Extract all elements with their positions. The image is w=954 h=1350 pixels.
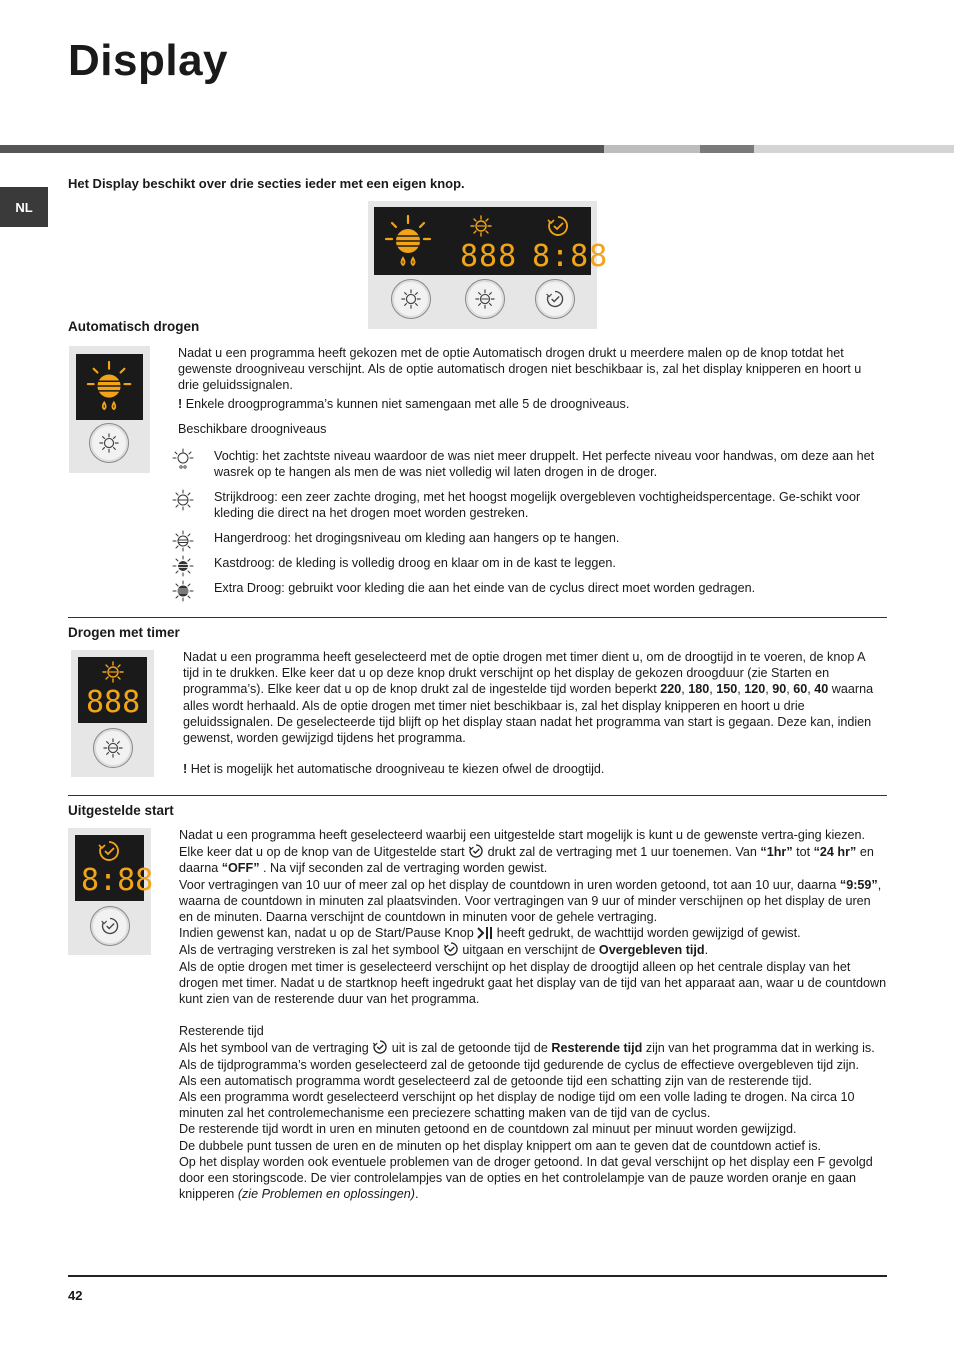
level-name: Vochtig: <box>214 449 259 463</box>
delay-text: tot <box>792 845 814 860</box>
language-tab: NL <box>0 187 48 227</box>
display-panel <box>368 201 609 329</box>
delay-text: drukt zal de vertraging met 1 uur toenemen. Van <box>484 845 761 860</box>
auto-dry-button[interactable] <box>391 279 431 319</box>
delay-text: Indien gewenst kan, nadat u op de Start/Pause Knop <box>179 926 478 941</box>
level-desc: het zachtste niveau waardoor de was niet meer druppelt. Het perfecte niveau voor handwas, om deze aan het wasrek op te hangen als men de was niet volledig wil laten drogen in de droger. <box>214 449 875 479</box>
delay-text: , waarna de countdown in minuten zal plaatsvinden. Voor vertragingen van 9 uur of minder verschijnen op het display de uren en de minuten. Daarna verschijnt de countdown in minuten voor de gehele vertraging. <box>179 877 882 925</box>
delay-clock-icon <box>372 1039 388 1055</box>
note-mark: ! <box>178 396 183 411</box>
delay-digits: 8:88 <box>532 239 609 274</box>
delay-text: Als de vertraging verstreken is zal het symbool <box>179 943 443 958</box>
timer-sun-icon <box>102 661 124 683</box>
remaining-time-title: Resterende tijd <box>179 1024 264 1039</box>
auto-dry-screen <box>76 354 143 420</box>
remaining-r2: Als de tijdprogramma’s worden geselecteerd zal de getoonde tijd gedurende de cyclus de effectieve overgebleven tijd zijn. <box>179 1057 860 1072</box>
delay-text: Op het display worden ook eventuele problemen van de droger getoond. In dat geval verschijnt op het display een F gevolgd door een storingscode. De vier controlelampjes van de opties en het controlelampje van de pauze worden oranje en gaan knipperen <box>179 1154 873 1202</box>
delay-text: Voor vertragingen van 10 uur of meer zal op het display de countdown in uren worden getoond, tot aan 10 uur, daarna <box>179 877 840 892</box>
delay-l4 <box>179 925 887 941</box>
page-title: Display <box>68 36 229 85</box>
delay-value: “24 hr” <box>813 845 857 860</box>
delay-text: Als het symbool van de vertraging <box>179 1041 373 1056</box>
timer-sun-icon <box>470 215 492 237</box>
time-sep: , <box>681 682 689 697</box>
timer-sun-icon <box>475 289 495 309</box>
timer-text-b: waarna alles wordt herhaald. Als de optie drogen met timer niet beschikbaar is, zal het display knipperen en hoort u drie geluidssignalen. De geselecteerde tijd blijft op het display staan nadat het programma van start is gegaan. Deze kan, indien gewenst, worden gewijzigd tijdens het programma. <box>183 682 874 746</box>
delay-l5 <box>179 941 887 958</box>
auto-dry-sun-drops-icon <box>382 213 436 271</box>
header-bar-light-1 <box>604 145 700 153</box>
time-sep: , <box>765 682 773 697</box>
time-value: 90 <box>772 682 787 697</box>
extra-dry-icon <box>172 580 194 602</box>
start-pause-icon <box>477 926 493 940</box>
timer-paragraph <box>183 649 879 746</box>
timer-screen <box>78 657 147 723</box>
auto-dry-note <box>178 396 878 412</box>
remaining-r6: De dubbele punt tussen de uren en de minuten op het display knippert om aan te geven dat de countdown actief is. <box>179 1138 822 1153</box>
level-desc: de kleding is volledig droog en klaar om in de kast te leggen. <box>274 556 616 570</box>
delay-l1: Nadat u een programma heeft geselecteerd waarbij een uitgestelde start mogelijk is kunt u de gewenste vertra-ging kiezen. <box>179 828 866 842</box>
auto-dry-panel <box>69 346 150 473</box>
time-value: 40 <box>814 682 829 697</box>
delay-button[interactable] <box>90 906 130 946</box>
level-desc: gebruikt voor kleding die aan het einde van de cyclus direct moet worden gedragen. <box>284 581 756 595</box>
delay-l6: Als de optie drogen met timer is geselecteerd verschijnt op het display de droogtijd alleen op het centrale display van het drogen met timer. Nadat u de startknop heeft ingedrukt gaat het display van de tijd van het apparaat aan, waar u de countdown kunt zien van de resterende duur van het programma. <box>179 959 887 1007</box>
delay-button[interactable] <box>535 279 575 319</box>
delay-text: en daarna <box>179 845 874 876</box>
level-name: Strijkdroog: <box>214 490 278 504</box>
levels-title: Beschikbare droogniveaus <box>178 421 327 436</box>
sun-icon <box>401 289 421 309</box>
remaining-r1 <box>179 1039 887 1056</box>
timer-digits: 888 <box>460 239 518 274</box>
remaining-r4: Als een programma wordt geselecteerd verschijnt op het display de nodige tijd om een volle lading te drogen. Na circa 10 minuten zal het controlemechanisme een preciezere schatting maken van de tijd van de cyclus. <box>179 1090 855 1121</box>
note-mark: ! <box>183 762 188 777</box>
auto-dry-text <box>178 345 878 437</box>
delay-clock-icon <box>468 843 484 859</box>
header-bar-light-2 <box>754 145 954 153</box>
remaining-r5: De resterende tijd wordt in uren en minuten getoond en de countdown zal minuut per minuut worden gewijzigd. <box>179 1122 797 1137</box>
delay-value: “9:59” <box>839 877 878 892</box>
level-desc: een zeer zachte droging, met het hoogst mogelijk overgebleven vochtigheidspercentage. Ge-schikt voor kleding die direct na het drogen moet worden gestreken. <box>214 490 861 520</box>
level-name: Extra Droog: <box>214 581 285 595</box>
display-screen <box>374 207 609 275</box>
delay-clock-icon <box>545 289 565 309</box>
time-value: 60 <box>793 682 808 697</box>
timer-panel <box>71 650 154 777</box>
sun-icon <box>99 433 119 453</box>
hanger-dry-icon <box>172 530 194 552</box>
remaining-r7 <box>179 1154 887 1203</box>
timer-text-a: Nadat u een programma heeft geselecteerd met de optie drogen met timer dient u, om de droogtijd in te voeren, de knop A tijd in te drukken. Elke keer dat u op deze knop drukt verschijnt op het display de gekozen droogduur (zie Starten en programma’s). Elke keer dat u op de knop drukt zal de ingestelde tijd worden beperkt <box>183 650 865 697</box>
delay-clock-icon <box>97 839 121 863</box>
auto-dry-button[interactable] <box>89 423 129 463</box>
note-text: Het is mogelijk het automatische droogniveau te kiezen ofwel de droogtijd. <box>187 762 605 777</box>
remaining-r3: Als een automatisch programma wordt geselecteerd zal de getoonde tijd een schatting zijn van de resterende tijd. <box>179 1073 812 1088</box>
iron-dry-icon <box>172 489 194 511</box>
delay-text: uitgaan en verschijnt de <box>458 943 599 958</box>
auto-dry-paragraph: Nadat u een programma heeft gekozen met de optie Automatisch drogen drukt u meerdere malen op de knop totdat het gewenste droogniveau verschijnt. Als de optie automatisch drogen niet beschikbaar is, zal het display knipperen en hoort u drie geluidssignalen. <box>178 346 862 393</box>
delay-clock-icon <box>100 916 120 936</box>
page-number: 42 <box>68 1288 83 1303</box>
time-sep: , <box>737 682 745 697</box>
delay-text: zijn van het programma dat in werking is. <box>642 1041 875 1056</box>
note-text: Enkele droogprogramma’s kunnen niet samengaan met alle 5 de droogniveaus. <box>182 396 630 411</box>
divider <box>68 617 887 618</box>
delay-l3 <box>179 877 887 926</box>
delay-reference: (zie Problemen en oplossingen) <box>237 1187 415 1202</box>
delay-text <box>179 827 887 1202</box>
level-name: Hangerdroog: <box>214 531 292 545</box>
delay-text: uit is zal de getoonde tijd de <box>388 1041 552 1056</box>
delay-text: Elke keer dat u op de knop van de Uitgestelde start <box>179 845 469 860</box>
timer-sun-icon <box>103 738 123 758</box>
delay-l2 <box>179 843 887 876</box>
delay-value: Overgebleven tijd <box>598 943 705 958</box>
delay-panel <box>68 828 154 955</box>
time-value: 180 <box>688 682 710 697</box>
time-value: 220 <box>660 682 682 697</box>
divider <box>68 795 887 796</box>
damp-level-icon <box>172 448 194 470</box>
delay-text: . <box>704 943 709 958</box>
delay-text: . <box>414 1187 419 1202</box>
delay-value: Resterende tijd <box>551 1041 643 1056</box>
delay-text: . Na vijf seconden zal de vertraging worden gewist. <box>259 861 548 876</box>
timer-button[interactable] <box>465 279 505 319</box>
intro-text: Het Display beschikt over drie secties ieder met een eigen knop. <box>68 176 465 191</box>
delay-digits: 8:88 <box>81 863 154 898</box>
time-sep: , <box>709 682 717 697</box>
delay-clock-icon <box>546 214 570 238</box>
delay-value: “OFF” <box>221 861 260 876</box>
section-title-delay: Uitgestelde start <box>68 803 174 818</box>
cupboard-dry-icon <box>172 555 194 577</box>
timer-button[interactable] <box>93 728 133 768</box>
delay-value: “1hr” <box>760 845 793 860</box>
delay-text: heeft gedrukt, de wachttijd worden gewijzigd of gewist. <box>493 926 801 941</box>
level-desc: het drogingsniveau om kleding aan hangers op te hangen. <box>291 531 620 545</box>
timer-text <box>183 649 879 777</box>
timer-digits: 888 <box>86 685 141 720</box>
section-title-auto-dry: Automatisch drogen <box>68 319 200 334</box>
time-sep: , <box>807 682 815 697</box>
level-name: Kastdroog: <box>214 556 275 570</box>
time-value: 150 <box>716 682 738 697</box>
timer-note <box>183 761 879 777</box>
section-title-timer: Drogen met timer <box>68 625 180 640</box>
auto-dry-sun-drops-icon <box>84 358 136 416</box>
delay-screen <box>75 835 154 901</box>
header-bar-mid <box>700 145 754 153</box>
time-sep: , <box>786 682 794 697</box>
delay-clock-icon <box>443 941 459 957</box>
time-value: 120 <box>744 682 766 697</box>
header-bar-dark <box>0 145 604 153</box>
footer-rule <box>68 1275 887 1277</box>
